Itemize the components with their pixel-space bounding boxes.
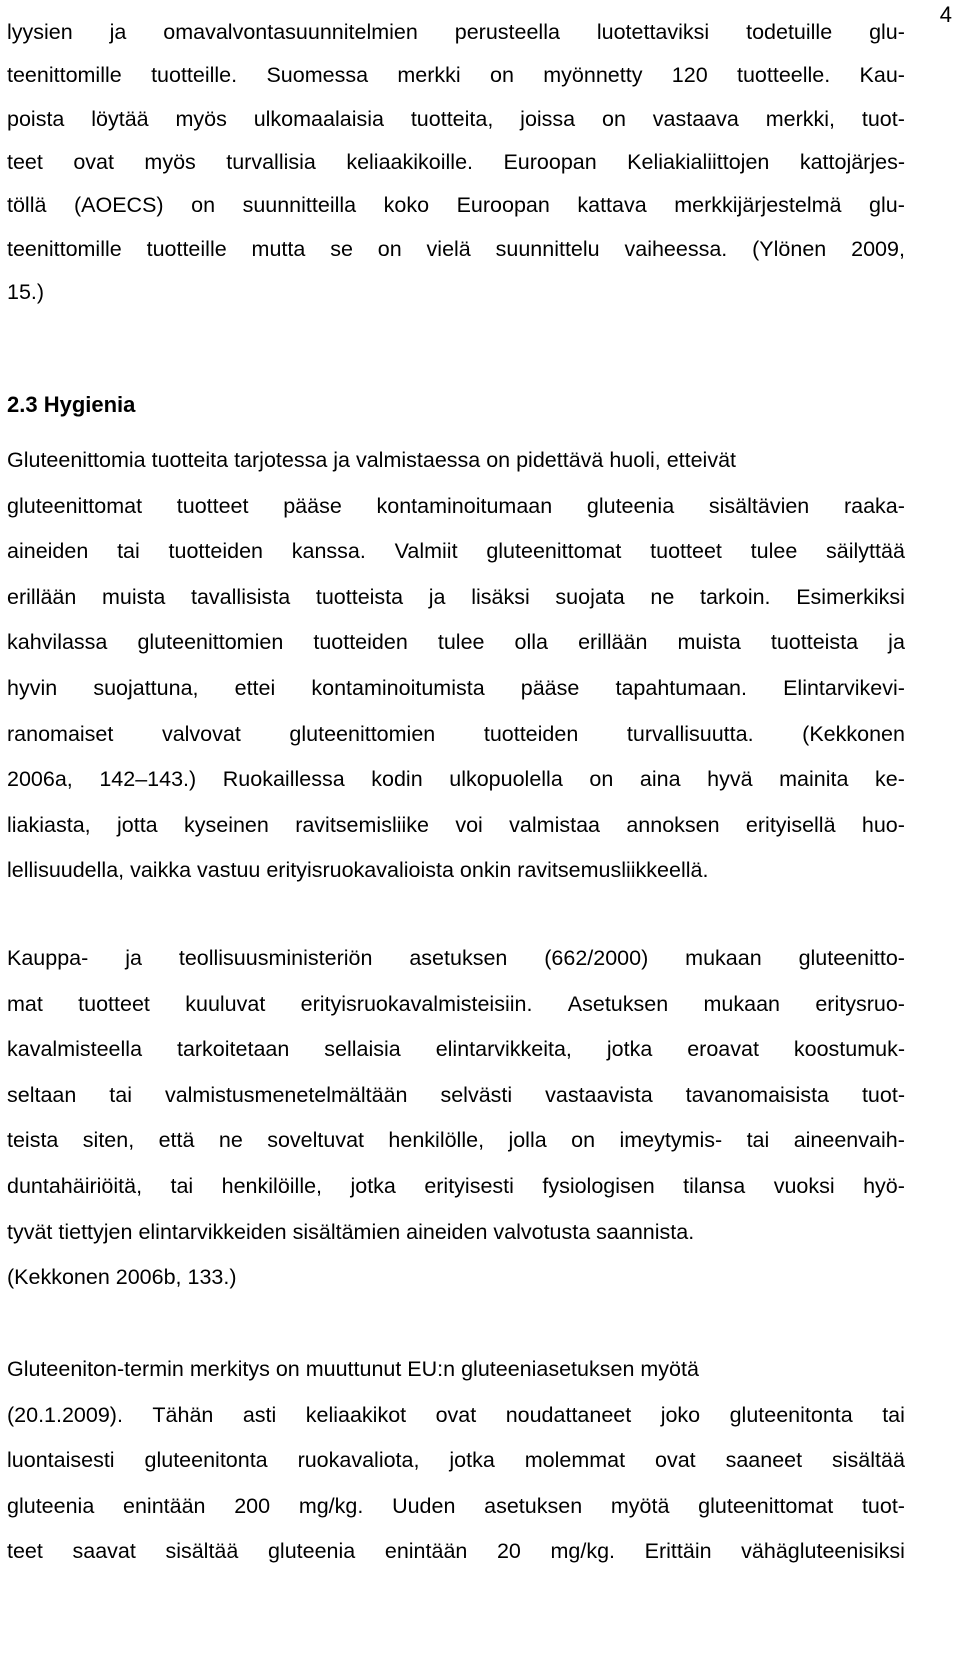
text-line: gluteenia enintään 200 mg/kg. Uuden asetuksen myötä gluteenittomat tuot- bbox=[7, 1493, 905, 1518]
text-line: 2006a, 142–143.) Ruokaillessa kodin ulkopuolella on aina hyvä mainita ke- bbox=[7, 767, 905, 792]
text-line: Gluteenittomia tuotteita tarjotessa ja valmistaessa on pidettävä huoli, etteivät bbox=[7, 448, 737, 472]
text-line: (20.1.2009). Tähän asti keliaakikot ovat noudattaneet joko gluteenitonta tai bbox=[7, 1402, 905, 1427]
text-line: teenittomille tuotteille. Suomessa merkki on myönnetty 120 tuotteelle. Kau- bbox=[7, 63, 905, 88]
text-line: poista löytää myös ulkomaalaisia tuotteita, joissa on vastaava merkki, tuot- bbox=[7, 106, 905, 131]
text-line: duntahäiriöitä, tai henkilöille, jotka erityisesti fysiologisen tilansa vuoksi hyö- bbox=[7, 1174, 905, 1198]
text-line: lyysien ja omavalvontasuunnitelmien perusteella luotettaviksi todetuille glu- bbox=[7, 20, 905, 44]
text-line: gluteenittomat tuotteet pääse kontaminoitumaan gluteenia sisältävien raaka- bbox=[7, 493, 905, 518]
text-line: hyvin suojattuna, ettei kontaminoitumista pääse tapahtumaan. Elintarvikevi- bbox=[7, 676, 905, 700]
text-line: kahvilassa gluteenittomien tuotteiden tulee olla erillään muista tuotteista ja bbox=[7, 630, 905, 655]
text-line: 15.) bbox=[7, 279, 45, 304]
text-line: erillään muista tavallisista tuotteista ja lisäksi suojata ne tarkoin. Esimerkiksi bbox=[7, 584, 905, 609]
text-line: mat tuotteet kuuluvat erityisruokavalmisteisiin. Asetuksen mukaan eritysruo- bbox=[7, 991, 905, 1016]
text-line: teet ovat myös turvallisia keliaakikoille. Euroopan Keliakialiittojen kattojärjes- bbox=[7, 149, 905, 174]
text-line: seltaan tai valmistusmenetelmältään selvästi vastaavista tavanomaisista tuot- bbox=[7, 1082, 905, 1107]
text-line: Gluteeniton-termin merkitys on muuttunut EU:n gluteeniasetuksen myötä bbox=[7, 1357, 699, 1381]
text-line: kavalmisteella tarkoitetaan sellaisia elintarvikkeita, jotka eroavat koostumuk- bbox=[7, 1037, 905, 1062]
section-heading: 2.3 Hygienia bbox=[7, 392, 136, 417]
text-line: Kauppa- ja teollisuusministeriön asetuksen (662/2000) mukaan gluteenitto- bbox=[7, 946, 905, 970]
text-line: liakiasta, jotta kyseinen ravitsemisliike voi valmistaa annoksen erityisellä huo- bbox=[7, 812, 905, 837]
text-line: (Kekkonen 2006b, 133.) bbox=[7, 1265, 237, 1290]
text-line: tyvät tiettyjen elintarvikkeiden sisältämien aineiden valvotusta saannista. bbox=[7, 1219, 695, 1244]
text-line: luontaisesti gluteenitonta ruokavaliota, jotka molemmat ovat saaneet sisältää bbox=[7, 1448, 905, 1473]
text-line: ranomaiset valvovat gluteenittomien tuotteiden turvallisuutta. (Kekkonen bbox=[7, 721, 905, 746]
text-line: aineiden tai tuotteiden kanssa. Valmiit gluteenittomat tuotteet tulee säilyttää bbox=[7, 539, 905, 564]
text-line: töllä (AOECS) on suunnitteilla koko Euroopan kattava merkkijärjestelmä glu- bbox=[7, 193, 905, 218]
text-line: teenittomille tuotteille mutta se on vielä suunnittelu vaiheessa. (Ylönen 2009, bbox=[7, 236, 905, 261]
page-number: 4 bbox=[939, 2, 952, 27]
text-line: teista siten, että ne soveltuvat henkilölle, jolla on imeytymis- tai aineenvaih- bbox=[7, 1128, 905, 1153]
text-line: teet saavat sisältää gluteenia enintään 20 mg/kg. Erittäin vähägluteenisiksi bbox=[7, 1539, 905, 1564]
text-line: lellisuudella, vaikka vastuu erityisruokavalioista onkin ravitsemusliikkeellä. bbox=[7, 858, 709, 883]
